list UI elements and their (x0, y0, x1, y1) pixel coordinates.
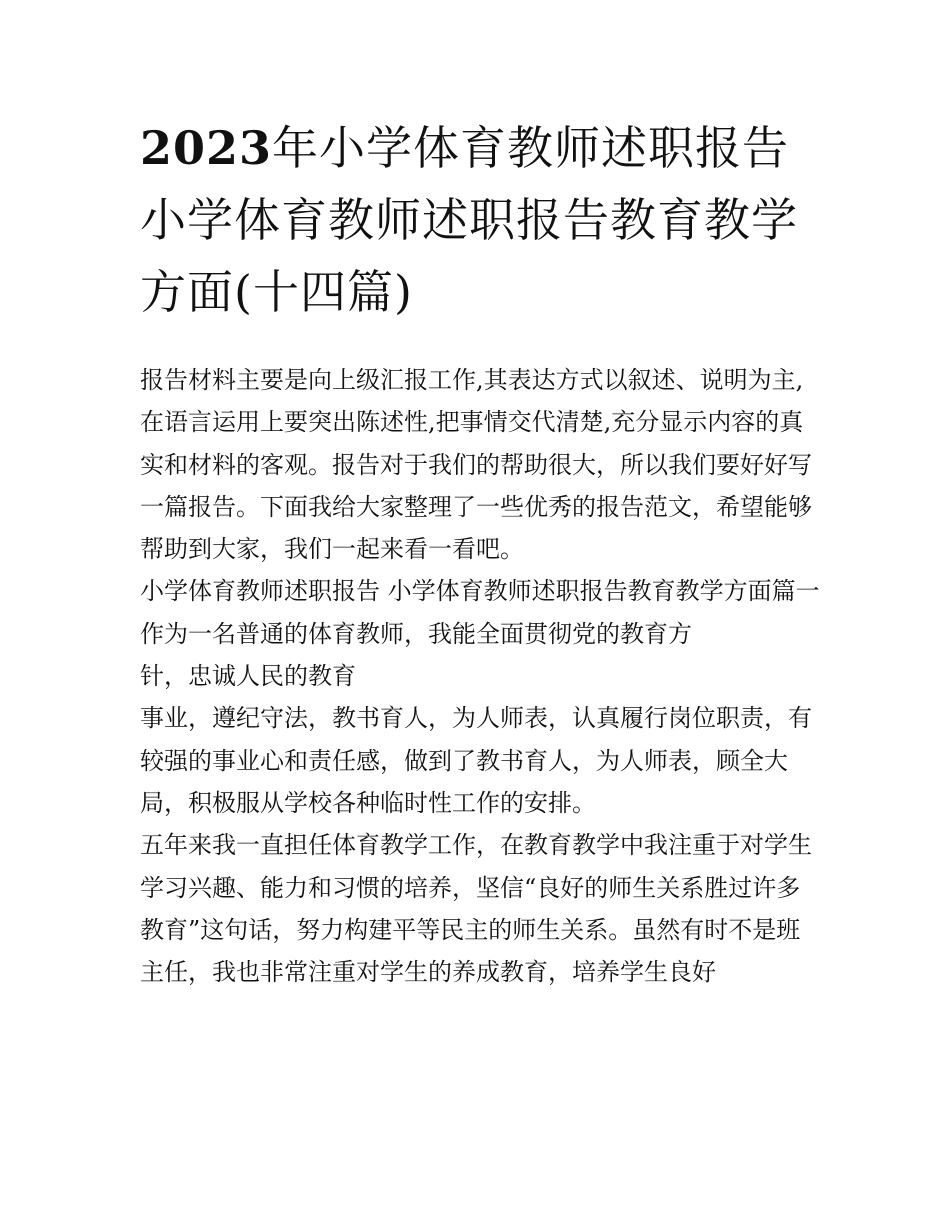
paragraph-intro: 报告材料主要是向上级汇报工作,其表达方式以叙述、说明为主,在语言运用上要突出陈述性,把事情交代清楚,充分显示内容的真实和材料的客观。报告对于我们的帮助很大，所以我们要好好写一篇报告。下面我给大家整理了一些优秀的报告范文，希望能够帮助到大家，我们一起来看一看吧。 (140, 366, 812, 564)
title-year: 2023 (140, 121, 273, 175)
title-text: 年小学体育教师述职报告小学体育教师述职报告教育教学方面(十四篇) (140, 121, 798, 319)
paragraph-duties: 事业，遵纪守法，教书育人，为人师表，认真履行岗位职责，有较强的事业心和责任感，做到了教书育人，为人师表，顾全大局，积极服从学校各种临时性工作的安排。 (140, 704, 812, 817)
document-body (140, 359, 820, 993)
document-title (140, 112, 820, 328)
paragraph-teaching: 五年来我一直担任体育教学工作，在教育教学中我注重于对学生学习兴趣、能力和习惯的培养，坚信“良好的师生关系胜过许多教育”这句话，努力构建平等民主的师生关系。虽然有时不是班主任，我也非常注重对学生的养成教育，培养学生良好 (140, 831, 812, 987)
paragraph-section-heading: 小学体育教师述职报告 小学体育教师述职报告教育教学方面篇一 作为一名普通的体育教师，我能全面贯彻党的教育方 针，忠诚人民的教育 (140, 577, 820, 691)
